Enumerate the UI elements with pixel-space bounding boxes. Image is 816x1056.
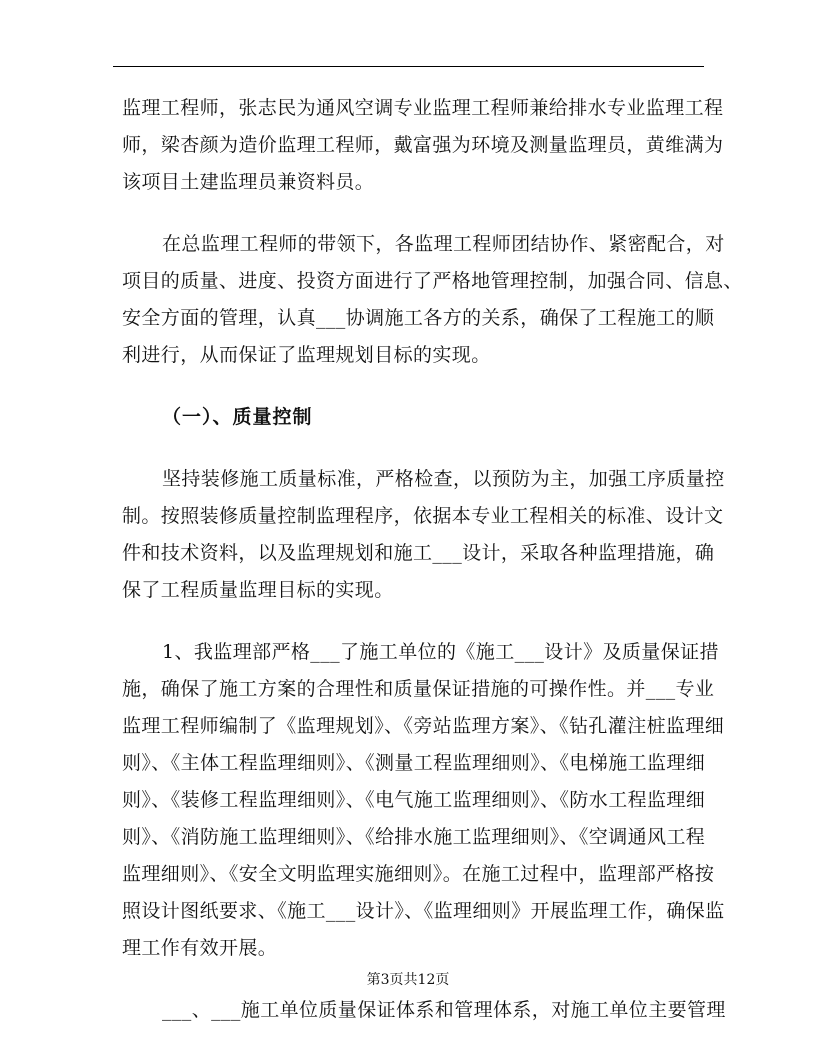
text-line: 项目的质量、进度、投资方面进行了严格地管理控制，加强合同、信息、 bbox=[122, 270, 743, 292]
paragraph-gap bbox=[122, 374, 702, 399]
text-line: 利进行，从而保证了监理规划目标的实现。 bbox=[122, 344, 491, 366]
paragraph-staff-assignments bbox=[122, 90, 724, 201]
text-line: 则》、《消防施工监理细则》、《给排水施工监理细则》、《空调通风工程 bbox=[122, 826, 706, 848]
page-indicator: 第3页共12页 bbox=[366, 972, 450, 988]
text-line: 安全方面的管理，认真___协调施工各方的关系，确保了工程施工的顺 bbox=[122, 307, 715, 329]
document-body bbox=[122, 90, 743, 1029]
paragraph-team-leadership bbox=[122, 226, 743, 374]
paragraph-quality-system bbox=[122, 992, 726, 1029]
text-line: 1、我监理部严格___了施工单位的《施工___设计》及质量保证措 bbox=[162, 641, 719, 663]
section-heading: （一）、质量控制 bbox=[162, 406, 313, 428]
text-line: 保了工程质量监理目标的实现。 bbox=[122, 579, 394, 601]
text-line: 施，确保了施工方案的合理性和质量保证措施的可操作性。并___专业 bbox=[122, 678, 715, 700]
text-line: 在总监理工程师的带领下，各监理工程师团结协作、紧密配合，对 bbox=[162, 233, 725, 255]
paragraph-gap bbox=[122, 436, 702, 461]
text-line: 监理工程师，张志民为通风空调专业监理工程师兼给排水专业监理工程 bbox=[122, 97, 724, 119]
paragraph-quality-standards bbox=[122, 461, 725, 609]
text-line: 该项目土建监理员兼资料员。 bbox=[122, 171, 375, 193]
paragraph-gap bbox=[122, 201, 702, 226]
paragraph-gap bbox=[122, 609, 702, 634]
paragraph-supervision-plans bbox=[122, 634, 725, 967]
text-line: 制。按照装修质量控制监理程序，依据本专业工程相关的标准、设计文 bbox=[122, 505, 724, 527]
text-line: 监理工程师编制了《监理规划》、《旁站监理方案》、《钻孔灌注桩监理细 bbox=[122, 715, 725, 737]
text-line: 则》、《装修工程监理细则》、《电气施工监理细则》、《防水工程监理细 bbox=[122, 789, 706, 811]
text-line: 坚持装修施工质量标准，严格检查，以预防为主，加强工序质量控 bbox=[162, 468, 725, 490]
text-line: 理工作有效开展。 bbox=[122, 937, 278, 959]
text-line: 师，梁杏颜为造价监理工程师，戴富强为环境及测量监理员，黄维满为 bbox=[122, 134, 724, 156]
text-line: 件和技术资料，以及监理规划和施工___设计，采取各种监理措施，确 bbox=[122, 542, 715, 564]
text-line: 监理细则》、《安全文明监理实施细则》。在施工过程中，监理部严格按 bbox=[122, 863, 715, 885]
header-rule bbox=[113, 66, 704, 67]
text-line: 则》、《主体工程监理细则》、《测量工程监理细则》、《电梯施工监理细 bbox=[122, 752, 706, 774]
text-line: 照设计图纸要求、《施工___设计》、《监理细则》开展监理工作，确保监 bbox=[122, 900, 725, 922]
text-line: ___、___施工单位质量保证体系和管理体系，对施工单位主要管理 bbox=[162, 999, 726, 1021]
